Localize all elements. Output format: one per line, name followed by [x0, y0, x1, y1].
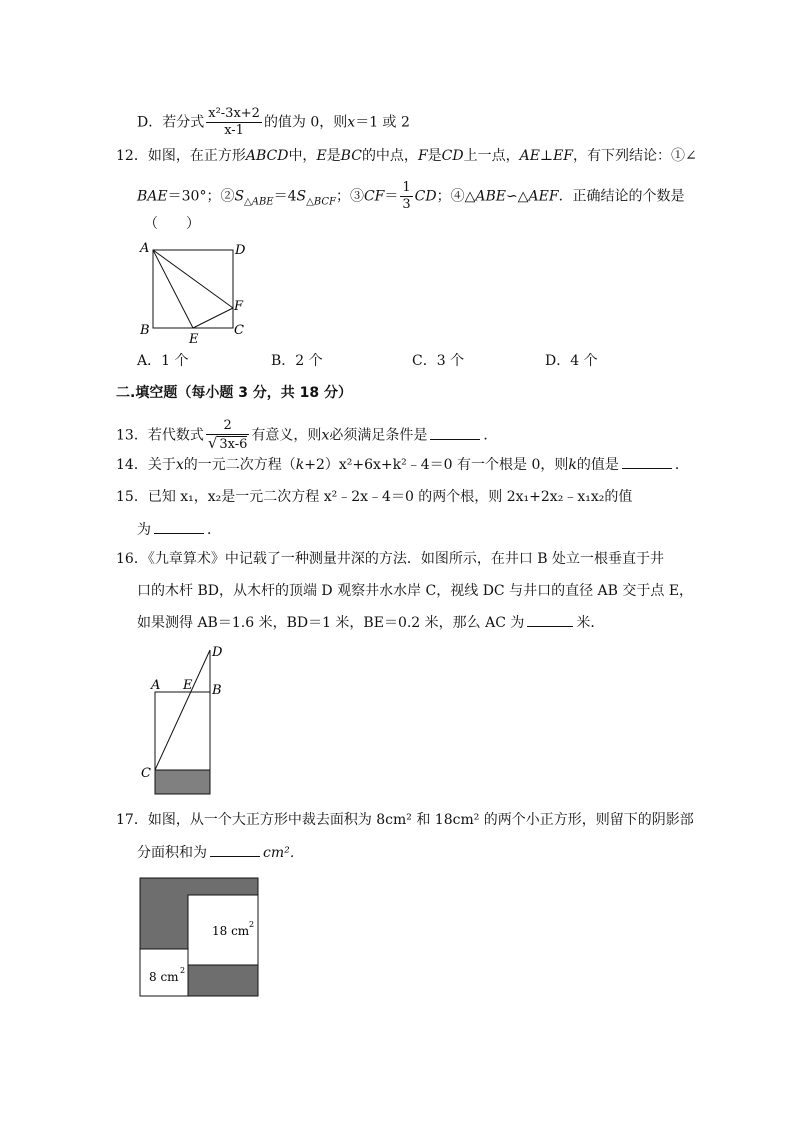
segment-af	[153, 250, 233, 308]
label-b: B	[140, 323, 150, 338]
q12-line1: 12．如图，在正方形ABCD中，E是BC的中点，F是CD上一点，AE⊥EF，有下列结论：①∠	[116, 148, 697, 164]
q13: 13．若代数式 $\frac{2}{√ 3x-6}$ 有意义，则x必须满足条件是 ．	[116, 418, 498, 452]
label-e: E	[183, 678, 193, 693]
q16-well-figure	[138, 642, 238, 798]
q12-option-b[interactable]: B．2 个	[271, 353, 323, 369]
label-8cm-sup: 2	[180, 966, 186, 975]
q12-option-c[interactable]: C．3 个	[412, 353, 465, 369]
q12-option-d[interactable]: D．4 个	[545, 353, 598, 369]
q14: 14．关于x的一元二次方程（k+2）x²+6x+k²﹣4＝0 有一个根是 0，则k的值是 ．	[116, 454, 689, 475]
q13-fraction: $\frac{2}{√ 3x-6}$	[207, 418, 248, 452]
q11-fraction: $\frac{\text{x²-3x+2}}{x-1}$	[208, 106, 260, 138]
q15-line2: 为 ．	[137, 519, 221, 540]
label-18cm-sup: 2	[249, 920, 255, 929]
label-8cm: 8 cm	[149, 970, 179, 984]
segment-ae	[153, 250, 193, 328]
well-water	[155, 770, 210, 794]
sqrt-symbol: √	[207, 434, 218, 452]
label-18cm: 18 cm	[212, 924, 250, 938]
label-c: C	[234, 323, 244, 338]
q16-answer-blank[interactable]	[527, 612, 573, 627]
sight-line-dc	[155, 650, 210, 770]
label-d: D	[235, 243, 246, 258]
label-b: B	[212, 683, 222, 698]
square-abcd	[153, 250, 233, 328]
q15-answer-blank[interactable]	[154, 519, 204, 534]
q12-answer-paren: （ ）	[144, 216, 200, 232]
label-a: A	[151, 678, 161, 693]
q12-square-figure	[130, 236, 260, 348]
q17-answer-blank[interactable]	[210, 842, 260, 857]
section-fill-in-title: 二.填空题（每小题 3 分，共 18 分）	[116, 385, 353, 401]
label-c: C	[141, 766, 151, 781]
segment-ef	[193, 308, 233, 328]
q15-line1: 15．已知 x₁，x₂是一元二次方程 x²﹣2x﹣4＝0 的两个根，则 2x₁+2x₂﹣x₁x₂的值	[116, 489, 633, 505]
q12-option-a[interactable]: A．1 个	[137, 353, 189, 369]
q14-answer-blank[interactable]	[622, 454, 672, 469]
q17-squares-figure	[138, 876, 264, 1000]
q16-line1: 16．《九章算术》中记载了一种测量井深的方法．如图所示，在井口 B 处立一根垂直于井	[116, 551, 665, 567]
q13-answer-blank[interactable]	[430, 425, 480, 440]
q11-option-d: D．若分式 $\frac{\text{x²-3x+2}}{x-1}$ 的值为 0，则x＝1 或 2	[137, 106, 410, 138]
q16-line3: 如果测得 AB＝1.6 米，BD＝1 米，BE＝0.2 米，那么 AC 为 米．	[137, 612, 604, 633]
q12-line2: BAE＝30°；$②S_{\triangle ABE}=4S_{\triangle BCF}$；③CF＝ $\frac{1}{3}$ CD；④△ABE∽△AEF．正确结论的个数是	[137, 180, 685, 212]
q17-line1: 17．如图，从一个大正方形中裁去面积为 8cm² 和 18cm² 的两个小正方形，则留下的阴影部	[116, 812, 694, 828]
q12-fraction: $\frac{1}{3}$	[402, 180, 411, 212]
q16-line2: 口的木杆 BD，从木杆的顶端 D 观察井水水岸 C，视线 DC 与井口的直径 AB 交于点 E，	[137, 583, 694, 599]
label-f: F	[234, 299, 244, 314]
label-d: D	[212, 645, 223, 660]
label-e: E	[189, 332, 199, 347]
q17-line2: 分面积和为 cm²．	[137, 842, 304, 863]
label-a: A	[140, 241, 150, 256]
